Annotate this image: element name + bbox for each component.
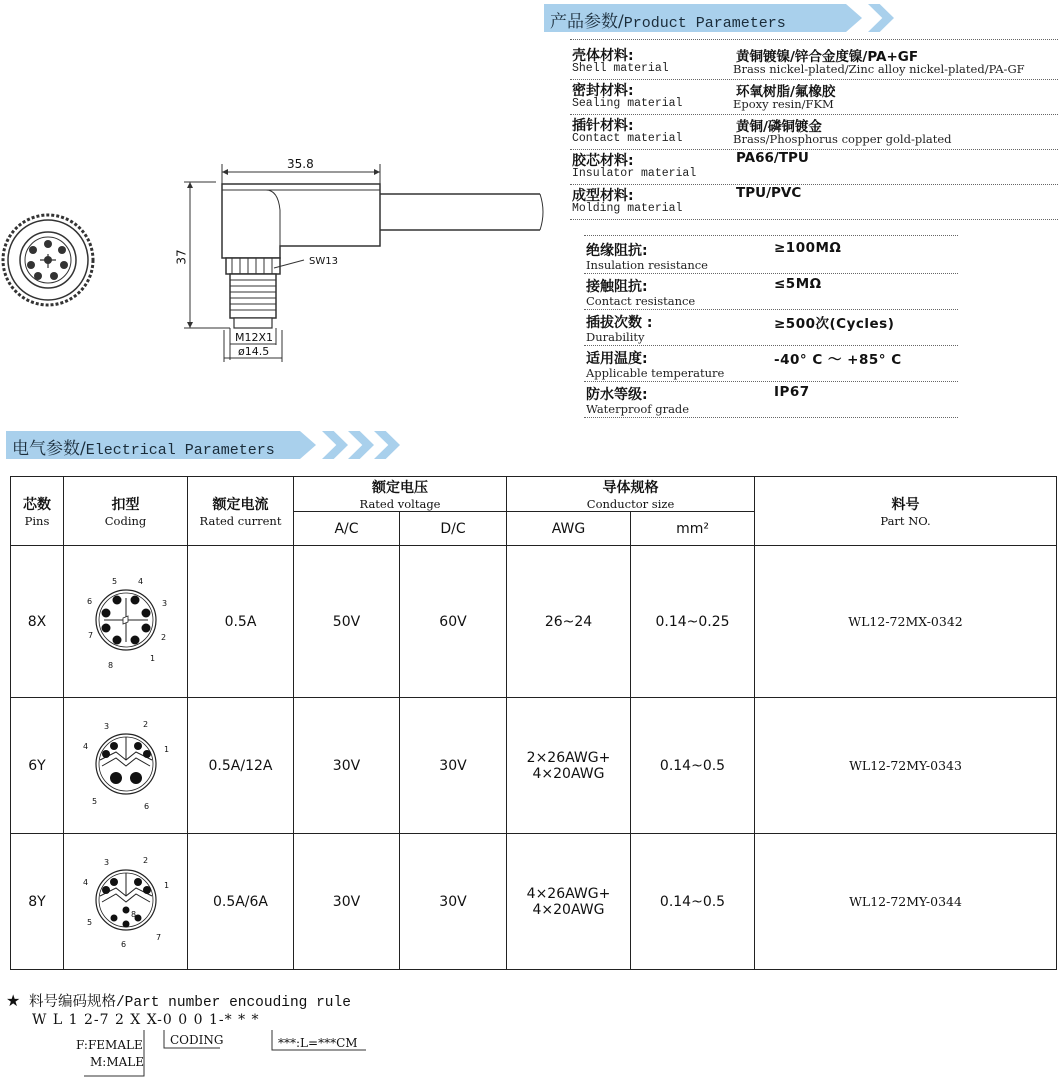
cell-mm2: 0.14~0.5	[631, 698, 755, 834]
prop-row-waterproof: 防水等级: Waterproof grade IP67	[584, 382, 958, 418]
encoding-title: ★ 料号编码规格/Part number encouding rule	[6, 991, 351, 1011]
electrical-top-rule	[584, 235, 958, 236]
product-params-title: 产品参数/Product Parameters	[550, 12, 786, 32]
prop-row-durability: 插拔次数 : Durability ≥500次(Cycles)	[584, 310, 958, 346]
param-row-sealing: 密封材料: Sealing material 环氧树脂/氟橡胶 Epoxy resin/FKM	[570, 79, 1058, 115]
cell-awg	[507, 698, 631, 834]
cell-current: 0.5A/6A	[188, 834, 294, 970]
cell-coding	[64, 546, 188, 698]
header-part-no: 料号 Part NO.	[755, 477, 1057, 546]
connector-front-view	[0, 210, 100, 310]
cell-mm2: 0.14~0.5	[631, 834, 755, 970]
cell-dc: 30V	[400, 698, 507, 834]
prop-row-temperature: 适用温度: Applicable temperature -40° C ～ +85° C	[584, 346, 958, 382]
param-row-shell: 壳体材料: Shell material 黄铜镀镍/锌合金度镍/PA+GF Brass nickel-plated/Zinc alloy nickel-plated/PA-GF	[570, 44, 1058, 80]
encoding-length: ***:L=***CM	[278, 1036, 358, 1050]
dim-diameter-label: ø14.5	[238, 345, 270, 358]
header-voltage: 额定电压 Rated voltage	[294, 477, 507, 512]
star-icon: ★	[6, 991, 21, 1010]
pin-label: 2	[160, 632, 166, 642]
header-pins: 芯数 Pins	[11, 477, 64, 546]
dim-height-label: 37	[174, 249, 189, 265]
pin-label: 5	[86, 917, 92, 927]
connector-side-drawing	[170, 150, 550, 365]
pin-label: 4	[82, 877, 88, 887]
pin-label: 2	[142, 719, 148, 729]
pin-label: 1	[163, 744, 169, 754]
cell-coding	[64, 698, 188, 834]
pin-label: 1	[149, 653, 155, 663]
pin-label: 1	[163, 880, 169, 890]
header-ac: A/C	[294, 512, 400, 546]
encoding-gender-female: F:FEMALE	[76, 1038, 143, 1052]
cell-dc: 60V	[400, 546, 507, 698]
pin-label: 7	[87, 630, 93, 640]
pin-label: 8	[107, 660, 113, 670]
cell-ac: 30V	[294, 698, 400, 834]
cell-ac: 50V	[294, 546, 400, 698]
cell-current: 0.5A	[188, 546, 294, 698]
prop-row-contact-resistance: 接触阻抗: Contact resistance ≤5MΩ	[584, 274, 958, 310]
pinout-8y-diagram	[76, 850, 176, 950]
pin-label: 6	[86, 596, 92, 606]
encoding-code: W L 1 2-7 2 X X-0 0 0 1-* * *	[32, 1012, 260, 1028]
pin-label: 3	[161, 598, 167, 608]
cell-part-no: WL12-72MX-0342	[755, 546, 1057, 698]
header-current: 额定电流 Rated current	[188, 477, 294, 546]
pin-label: 3	[103, 857, 109, 867]
prop-row-insulation: 绝缘阻抗: Insulation resistance ≥100MΩ	[584, 238, 958, 274]
param-row-molding: 成型材料: Molding material TPU/PVC	[570, 184, 1058, 220]
cell-ac: 30V	[294, 834, 400, 970]
cell-current: 0.5A/12A	[188, 698, 294, 834]
pin-label: 3	[103, 721, 109, 731]
cell-awg	[507, 834, 631, 970]
encoding-gender-male: M:MALE	[90, 1055, 145, 1069]
pin-label: 6	[143, 801, 149, 811]
pin-label: 4	[137, 576, 143, 586]
header-conductor: 导体规格 Conductor size	[507, 477, 755, 512]
cell-awg: 26~24	[507, 546, 631, 698]
header-mm2: mm²	[631, 512, 755, 546]
table-row	[11, 834, 1057, 970]
awg-line-2: 4×20AWG	[532, 765, 605, 782]
header-awg: AWG	[507, 512, 631, 546]
pin-label: 7	[155, 932, 161, 942]
pin-label: 2	[142, 855, 148, 865]
cell-dc: 30V	[400, 834, 507, 970]
cell-pins: 8X	[11, 546, 64, 698]
awg-line-1: 2×26AWG+	[526, 749, 611, 766]
awg-line-2: 4×20AWG	[532, 901, 605, 918]
dim-width-label: 35.8	[287, 157, 314, 171]
header-coding: 扣型 Coding	[64, 477, 188, 546]
cell-part-no: WL12-72MY-0344	[755, 834, 1057, 970]
pinout-8x-diagram	[76, 570, 176, 670]
cell-pins: 6Y	[11, 698, 64, 834]
dim-wrench-label: SW13	[309, 256, 338, 267]
pin-label: 5	[111, 576, 117, 586]
pinout-6y-diagram	[76, 714, 176, 814]
pin-label: 5	[91, 796, 97, 806]
params-top-rule	[570, 39, 1058, 40]
header-dc: D/C	[400, 512, 507, 546]
spec-table	[10, 476, 1057, 970]
electrical-params-title: 电气参数/Electrical Parameters	[12, 439, 275, 459]
param-row-insulator: 胶芯材料: Insulator material PA66/TPU	[570, 149, 1058, 185]
cell-part-no: WL12-72MY-0343	[755, 698, 1057, 834]
pin-label: 4	[82, 741, 88, 751]
electrical-params-banner	[6, 431, 396, 459]
table-row	[11, 698, 1057, 834]
product-params-banner	[544, 4, 904, 32]
pin-label: 6	[120, 939, 126, 949]
cell-mm2: 0.14~0.25	[631, 546, 755, 698]
pin-label: 8	[130, 909, 136, 919]
encoding-coding: CODING	[170, 1033, 224, 1047]
cell-pins: 8Y	[11, 834, 64, 970]
dim-thread-label: M12X1	[235, 331, 274, 344]
param-row-contact: 插针材料: Contact material 黄铜/磷铜镀金 Brass/Phosphorus copper gold-plated	[570, 114, 1058, 150]
table-row	[11, 546, 1057, 698]
awg-line-1: 4×26AWG+	[526, 885, 611, 902]
cell-coding	[64, 834, 188, 970]
